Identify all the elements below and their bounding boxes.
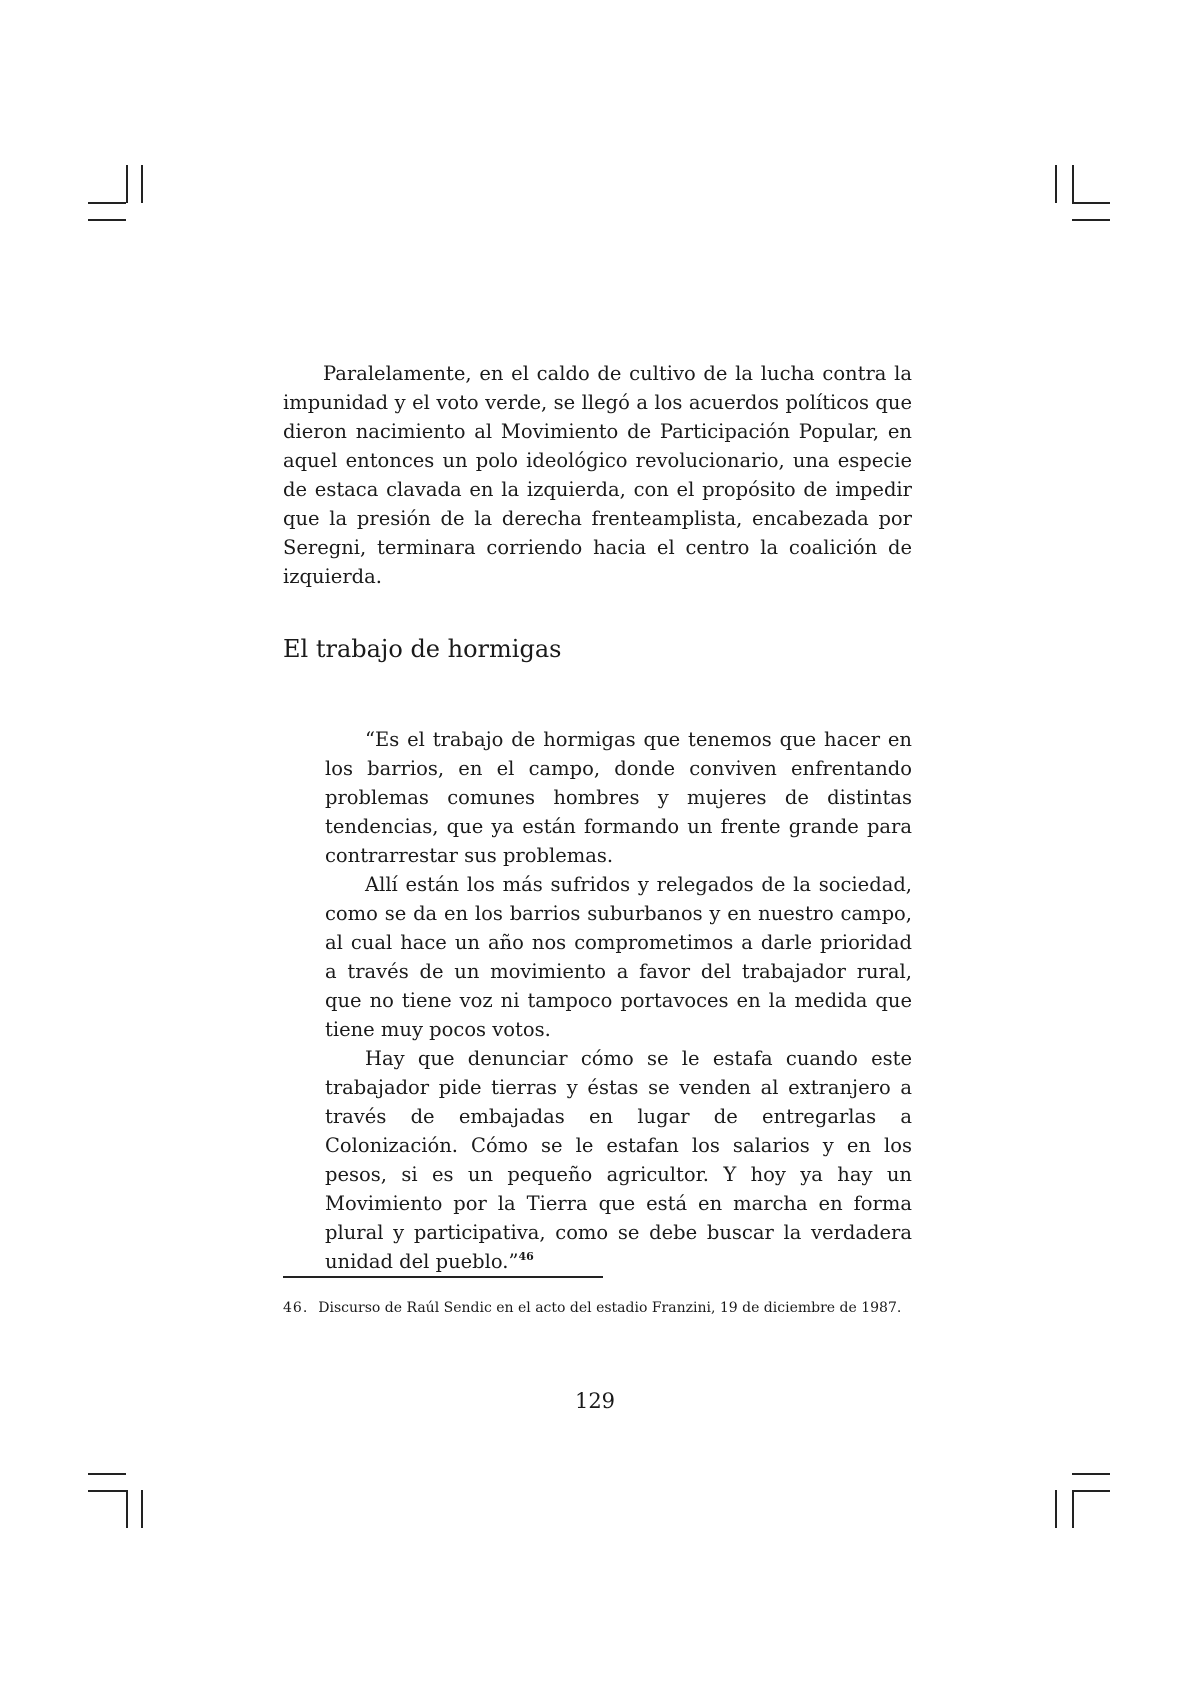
- crop-mark: [1072, 219, 1110, 221]
- crop-mark: [88, 219, 126, 221]
- crop-mark: [1072, 1490, 1074, 1528]
- crop-mark: [126, 165, 128, 203]
- crop-mark: [88, 1473, 126, 1475]
- crop-mark: [1055, 1490, 1057, 1528]
- quote-paragraph: [325, 1044, 912, 1276]
- crop-mark: [1072, 165, 1074, 203]
- crop-mark: [1072, 202, 1110, 204]
- footnote-text: Discurso de Raúl Sendic en el acto del estadio Franzini, 19 de diciembre de 1987.: [318, 1300, 902, 1316]
- quote-paragraph: “Es el trabajo de hormigas que tenemos que hacer en los barrios, en el campo, donde conviven enfrentando problemas comunes hombres y mujeres de distintas tendencias, que ya están formando un frente grande para contrarrestar sus problemas.: [325, 728, 912, 867]
- crop-mark: [1072, 1490, 1110, 1492]
- footnote-number: 46.: [283, 1300, 309, 1316]
- crop-mark: [126, 1490, 128, 1528]
- crop-mark: [88, 1490, 126, 1492]
- quote-paragraph: Allí están los más sufridos y relegados de la sociedad, como se da en los barrios suburbanos y en nuestro campo, al cual hace un año nos comprometimos a darle prioridad a través de un movimiento a favor del trabajador rural, que no tiene voz ni tampoco portavoces en la medida que tiene muy pocos votos.: [325, 873, 912, 1041]
- body-text: [283, 359, 912, 591]
- footnote-reference: 46: [518, 1250, 534, 1263]
- crop-mark: [1072, 1473, 1110, 1475]
- footnote: [283, 1298, 923, 1318]
- footnote-divider: [283, 1276, 603, 1278]
- crop-mark: [1055, 165, 1057, 203]
- crop-mark: [88, 202, 126, 204]
- crop-mark: [141, 1490, 143, 1528]
- block-quote: [325, 725, 912, 1276]
- body-paragraph: Paralelamente, en el caldo de cultivo de la lucha contra la impunidad y el voto verde, se llegó a los acuerdos políticos que dieron nacimiento al Movimiento de Participación Popular, en aquel entonces un polo ideológico revolucionario, una especie de estaca clavada en la izquierda, con el propósito de impedir que la presión de la derecha frenteamplista, encabezada por Seregni, terminara corriendo hacia el centro la coalición de izquierda.: [283, 362, 912, 588]
- section-heading: El trabajo de hormigas: [283, 635, 562, 663]
- page-number: 129: [574, 1389, 616, 1413]
- crop-mark: [141, 165, 143, 203]
- quote-paragraph-text: Hay que denunciar cómo se le estafa cuando este trabajador pide tierras y éstas se venden al extranjero a través de embajadas en lugar de entregarlas a Colonización. Cómo se le estafan los salarios y en los pesos, si es un pequeño agricultor. Y hoy ya hay un Movimiento por la Tierra que está en marcha en forma plural y participativa, como se debe buscar la verdadera unidad del pueblo.”: [325, 1047, 912, 1273]
